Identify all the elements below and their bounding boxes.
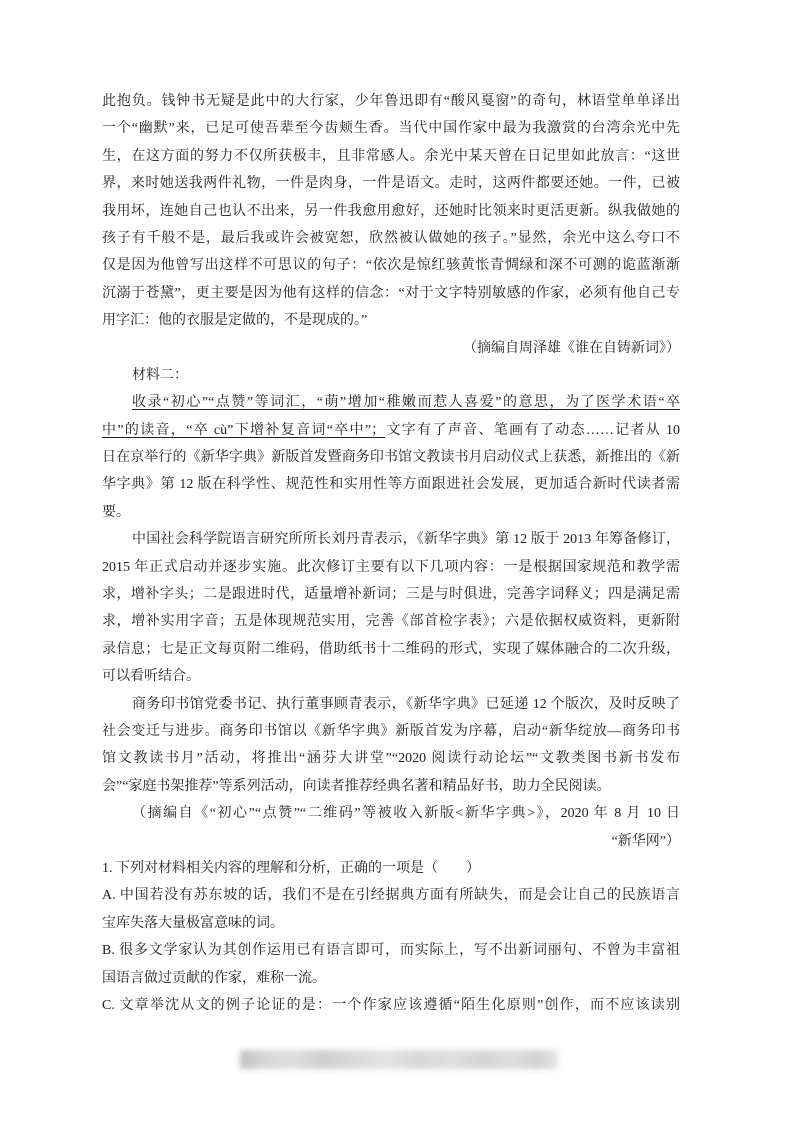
- text-segment: 馆文教读书月”活动，将推出“涵芬大讲堂”“2020 阅读行动论坛”“文教类图书新书发布: [102, 751, 680, 767]
- text-line: [102, 307, 680, 334]
- text-line: [102, 499, 680, 526]
- text-segment: 我用坏，连她自己也认不出来，另一件我愈用愈好，还她时比领来时更活更新。纵我做她的: [102, 203, 680, 219]
- text-segment: 国语言做过贡献的作家，难称一流。: [102, 970, 326, 986]
- underlined-text: 收录“初心”“点赞”等词汇，“萌”增加“稚嫩而惹人喜爱”的意思，为了医学术语“卒: [132, 395, 680, 411]
- text-line: [102, 992, 680, 1019]
- text-segment: 求，增补字头；二是跟进时代，适量增补新词；三是与时俱进，完善字词释义；四是满足需: [102, 587, 680, 603]
- text-line: [102, 910, 680, 937]
- text-line: [102, 143, 680, 170]
- text-line: [102, 526, 680, 553]
- text-segment: 录信息；七是正文每页附二维码，借助纸书十二维码的形式，实现了媒体融合的二次升级，: [102, 641, 680, 657]
- text-line: [102, 417, 680, 444]
- material-one-body: [102, 88, 680, 335]
- text-segment: 中国社会科学院语言研究所所长刘丹青表示，《新华字典》第 12 版于 2013 年筹备修订，: [132, 532, 680, 548]
- text-line: [102, 636, 680, 663]
- text-line: [102, 198, 680, 225]
- text-line: [102, 554, 680, 581]
- text-line: [102, 88, 680, 115]
- text-segment: “新华网”）: [611, 833, 680, 849]
- text-line: [102, 170, 680, 197]
- text-segment: 沉溺于苍黛”，更主要是因为他有这样的信念：“对于文字特别敏感的作家，必须有他自己专: [102, 285, 680, 301]
- text-segment: （摘编自周泽雄《谁在自铸新词》）: [463, 340, 680, 356]
- text-segment: 宝库失落大量极富意味的词。: [102, 915, 284, 931]
- text-segment: 求，增补实用字音；五是体现规范实用，完善《部首检字表》；六是依据权威资料，更新附: [102, 614, 680, 630]
- text-line: [102, 718, 680, 745]
- text-line: [102, 773, 680, 800]
- text-segment: 可以看听结合。: [102, 669, 200, 685]
- text-line: [102, 581, 680, 608]
- text-segment: A. 中国若没有苏东坡的话，我们不是在引经据典方面有所缺失，而是会让自己的民族语言: [102, 888, 680, 904]
- text-segment: 仅是因为他曾写出这样不可思议的句子：“依次是惊红骇黄怅青惆绿和深不可测的诡蓝渐渐: [102, 258, 680, 274]
- watermark-blur-bar: [240, 1050, 558, 1069]
- material-two-paragraph-2: [102, 526, 680, 690]
- text-line: [102, 444, 680, 471]
- text-line: [102, 335, 680, 362]
- text-segment: B. 很多文学家认为其创作运用已有语言即可，而实际上，写不出新词丽句、不曾为丰富祖: [102, 943, 680, 959]
- text-line: [102, 663, 680, 690]
- text-line: [102, 882, 680, 909]
- text-segment: 用字汇：他的衣服是定做的，不是现成的。”: [102, 313, 368, 329]
- text-segment: 生，在这方面的努力不仅所获极丰，且非常感人。余光中某天曾在日记里如此放言：“这世: [102, 148, 680, 164]
- text-segment: 1. 下列对材料相关内容的理解和分析，正确的一项是（ ）: [102, 860, 480, 876]
- text-line: [102, 800, 680, 827]
- material-one-source: [102, 335, 680, 362]
- text-line: [102, 225, 680, 252]
- text-segment: 2015 年正式启动并逐步实施。此次修订主要有以下几项内容：一是根据国家规范和教学需: [102, 559, 680, 575]
- text-line: [102, 389, 680, 416]
- text-line: [102, 965, 680, 992]
- text-segment: 华字典》第 12 版在科学性、规范性和实用性等方面跟进社会发展，更加适合新时代读者需: [102, 477, 680, 493]
- material-two-source: [102, 800, 680, 855]
- material-two-paragraph-3: [102, 691, 680, 801]
- text-line: [102, 280, 680, 307]
- text-segment: 社会变迁与进步。商务印书馆以《新华字典》新版首发为序幕，启动“新华绽放—商务印书: [102, 723, 680, 739]
- text-line: [102, 362, 680, 389]
- underlined-text: 中”的读音，“卒 cù”下增补复音词“卒中”；: [102, 422, 386, 438]
- text-segment: C. 文章举沈从文的例子论证的是：一个作家应该遵循“陌生化原则”创作，而不应该读别: [102, 997, 680, 1013]
- text-line: [102, 115, 680, 142]
- text-segment: 商务印书馆党委书记、执行董事顾青表示，《新华字典》已延递 12 个版次，及时反映了: [132, 696, 680, 712]
- text-line: [102, 252, 680, 279]
- text-segment: （摘编自《“初心”“点赞”“二维码”等被收入新版<新华字典>》，2020 年 8 月 10 日: [132, 806, 680, 822]
- text-line: [102, 691, 680, 718]
- text-line: [102, 745, 680, 772]
- text-segment: 孩子有千般不是，最后我或许会被宽恕，欣然被认做她的孩子。”显然，余光中这么夸口不: [102, 230, 680, 246]
- material-two-heading: [102, 362, 680, 389]
- material-two-paragraph-1: [102, 389, 680, 526]
- text-line: [102, 608, 680, 635]
- text-line: [102, 471, 680, 498]
- text-segment: 会”“家庭书架推荐”等系列活动，向读者推荐经典名著和精品好书，助力全民阅读。: [102, 778, 611, 794]
- text-segment: 文字有了声音、笔画有了动态……记者从 10: [385, 422, 680, 438]
- text-segment: 界，来时她送我两件礼物，一件是肉身，一件是语文。走时，这两件都要还她。一件，已被: [102, 176, 680, 192]
- document-page: [102, 88, 680, 1019]
- text-segment: 一个“幽默”来，已足可使吾辈至今齿颊生香。当代中国作家中最为我激赏的台湾余光中先: [102, 121, 680, 137]
- text-segment: 日在京举行的《新华字典》新版首发暨商务印书馆文教读书月启动仪式上获悉，新推出的《新: [102, 450, 680, 466]
- text-segment: 要。: [102, 504, 130, 520]
- text-segment: 此抱负。钱钟书无疑是此中的大行家，少年鲁迅即有“酸风戛窗”的奇句，林语堂单单译出: [102, 94, 680, 109]
- text-line: [102, 828, 680, 855]
- text-line: [102, 855, 680, 882]
- question-1: [102, 855, 680, 1019]
- text-segment: 材料二：: [132, 367, 188, 383]
- text-line: [102, 937, 680, 964]
